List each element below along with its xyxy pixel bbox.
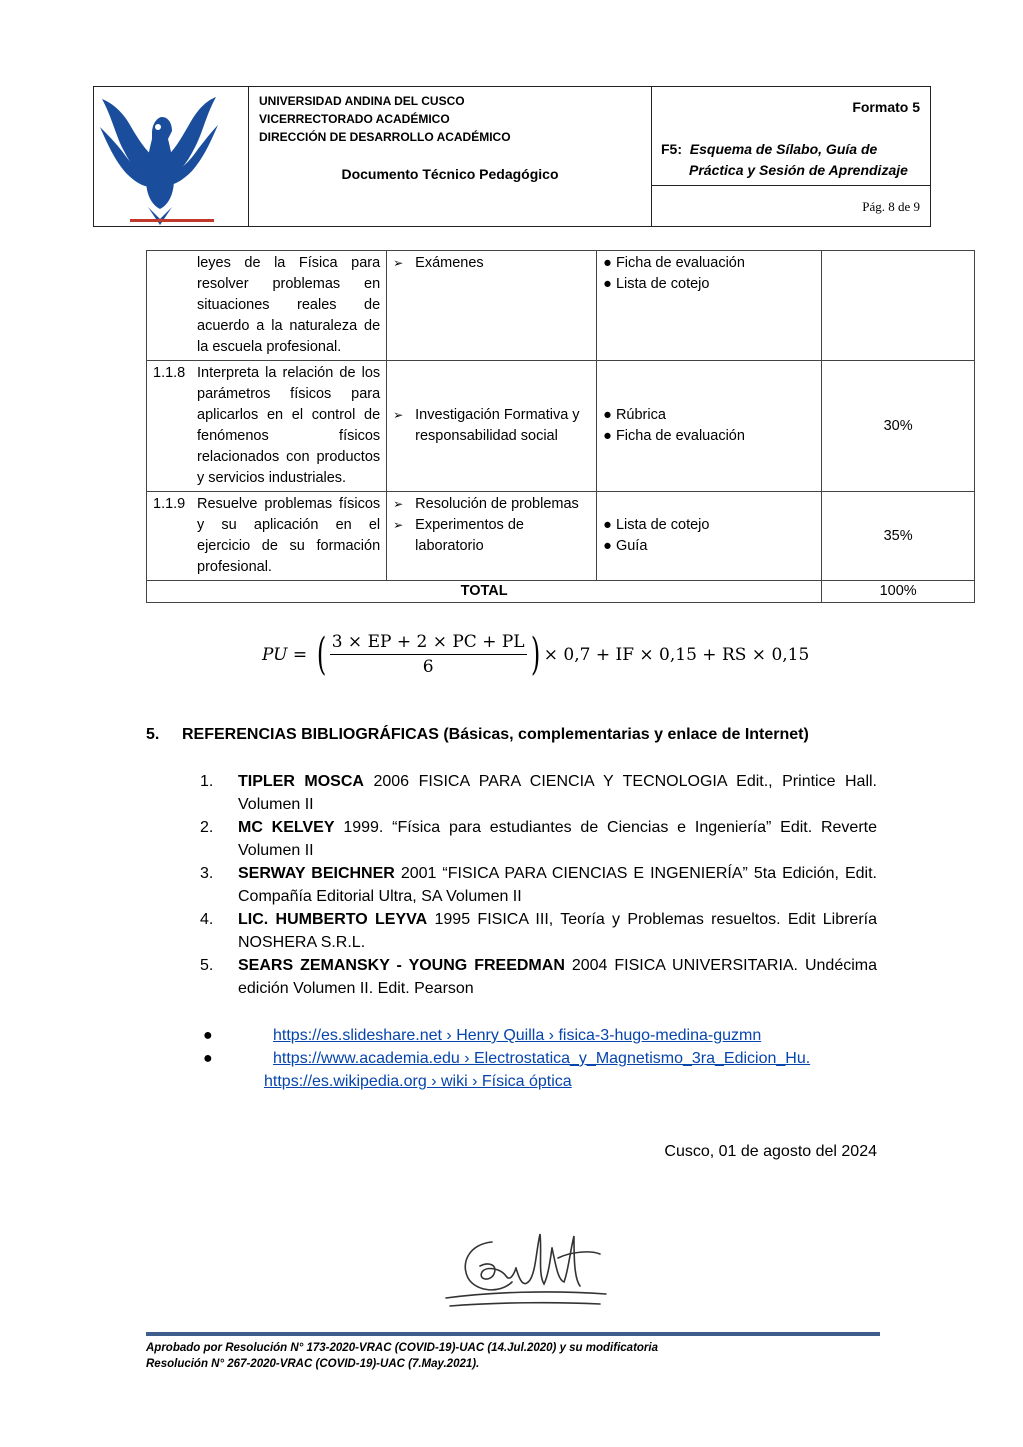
weight-cell [822,251,975,361]
reference-index: 3. [200,865,214,882]
formula-fraction [330,632,527,677]
formula-lhs: PU [262,644,288,665]
evidence-cell [387,492,597,581]
grade-formula: PU = ( $\frac{3 \times EP + 2 \times PC + PL}{6}$ ) × 0,7 + IF × 0,15 + RS × 0,15 [262,628,810,680]
formula-numerator: 3 × EP + 2 × PC + PL [330,632,527,655]
evidence-item: Exámenes [415,255,484,271]
criterion-number: 1.1.9 [153,496,186,512]
reference-item [200,770,877,816]
header-institution-cell [249,87,652,226]
reference-text: 2004 FISICA UNIVERSITARIA. Undécima edición Volumen II. Edit. Pearson [238,957,877,997]
criterion-text: leyes de la Física para resolver problemas en situaciones reales de acuerdo a la naturaleza de la escuela profesional. [197,255,381,355]
section-title [146,726,809,744]
format-description [661,139,908,181]
reference-text: 2006 FISICA PARA CIENCIA Y TECNOLOGIA Edit., Printice Hall. Volumen II [238,773,878,813]
weight-cell: 35% [822,492,975,581]
instrument-item: ● Ficha de evaluación [603,255,745,271]
reference-item [200,908,877,954]
document-type: Documento Técnico Pedagógico [341,166,559,182]
table-row [147,251,975,361]
format-number: Formato 5 [852,99,920,115]
university-name: UNIVERSIDAD ANDINA DEL CUSCO [259,94,465,108]
reference-item [200,816,877,862]
formula-rest: × 0,7 + IF × 0,15 + RS × 0,15 [543,644,810,665]
vice-rectorate: VICERRECTORADO ACADÉMICO [259,112,450,126]
footer-note [146,1340,658,1372]
arrow-bullet-icon: ➢ [393,497,404,511]
reference-author: LIC. HUMBERTO LEYVA [238,911,428,928]
criterion-cell [147,361,387,492]
evidence-cell [387,251,597,361]
reference-item [200,954,877,1000]
evidence-item: Experimentos de laboratorio [415,517,524,554]
criterion-number [153,253,197,358]
bullet-icon: ● [203,1027,213,1044]
reference-index: 4. [200,911,214,928]
reference-index: 2. [200,819,214,836]
university-eagle-logo [94,87,248,226]
reference-text: 1999. “Física para estudiantes de Ciencias e Ingeniería” Edit. Reverte Volumen II [238,819,878,859]
logo-cell [94,87,249,226]
instrument-item: ● Lista de cotejo [603,276,710,292]
evidence-item: Investigación Formativa y responsabilidad social [415,407,580,444]
reference-author: TIPLER MOSCA [238,773,364,790]
format-title-line2: Práctica y Sesión de Aprendizaje [689,162,908,178]
arrow-bullet-icon: ➢ [393,518,404,532]
instrument-cell [597,361,822,492]
left-paren: ( [316,628,326,680]
format-title-line1: Esquema de Sílabo, Guía de [689,141,878,157]
reference-list [200,770,877,1000]
formula-denominator: 6 [422,657,434,677]
instrument-item: ● Lista de cotejo [603,517,710,533]
instrument-item: ● Rúbrica [603,407,666,423]
table-row [147,361,975,492]
instrument-cell [597,251,822,361]
arrow-bullet-icon: ➢ [393,256,404,270]
total-row [147,581,975,603]
format-info [652,87,930,186]
criterion-text: Interpreta la relación de los parámetros físicos para aplicarlos en el control de fenómenos físicos relacionados con productos y servicios industriales. [197,365,381,486]
footer-line-2: Resolución N° 267-2020-VRAC (COVID-19)-UAC (7.May.2021). [146,1358,480,1370]
reference-text: 1995 FISICA III, Teoría y Problemas resueltos. Edit Librería NOSHERA S.R.L. [238,911,878,951]
instrument-item: ● Guía [603,538,648,554]
web-links [200,1024,810,1093]
header-format-cell [652,87,930,226]
reference-author: SEARS ZEMANSKY - YOUNG FREEDMAN [238,957,565,974]
institution-names [259,92,511,146]
handwritten-signature [440,1222,610,1317]
web-link[interactable]: https://es.slideshare.net › Henry Quilla › fisica-3-hugo-medina-guzmn [273,1027,762,1044]
evidence-item: Resolución de problemas [415,496,579,512]
evidence-cell [387,361,597,492]
criterion-text: Resuelve problemas físicos y su aplicación en el ejercicio de su formación profesional. [197,496,381,575]
section-number: 5. [146,726,160,743]
total-value: 100% [822,581,975,603]
reference-index: 1. [200,773,214,790]
reference-author: MC KELVEY [238,819,335,836]
place-date: Cusco, 01 de agosto del 2024 [664,1143,877,1160]
footer-line-1: Aprobado por Resolución N° 173-2020-VRAC (COVID-19)-UAC (14.Jul.2020) y su modificatoria [146,1342,658,1354]
table-row [147,492,975,581]
footer-divider [146,1332,880,1336]
instrument-item: ● Ficha de evaluación [603,428,745,444]
format-code: F5: [661,141,682,157]
criterion-cell [147,251,387,361]
arrow-bullet-icon: ➢ [393,408,404,422]
document-header [93,86,931,227]
criterion-cell [147,492,387,581]
reference-index: 5. [200,957,214,974]
academic-direction: DIRECCIÓN DE DESARROLLO ACADÉMICO [259,130,511,144]
total-label: TOTAL [147,581,822,603]
bullet-icon: ● [203,1050,213,1067]
reference-item [200,862,877,908]
section-heading: REFERENCIAS BIBLIOGRÁFICAS (Básicas, complementarias y enlace de Internet) [182,726,809,743]
evaluation-table [146,250,975,603]
web-link[interactable]: https://www.academia.edu › Electrostatica_y_Magnetismo_3ra_Edicion_Hu. [273,1050,811,1067]
page-number: Pág. 8 de 9 [862,199,920,214]
instrument-cell [597,492,822,581]
reference-author: SERWAY BEICHNER [238,865,395,882]
weight-cell: 30% [822,361,975,492]
reference-text: 2001 “FISICA PARA CIENCIAS E INGENIERÍA” 5ta Edición, Edit. Compañía Editorial Ultra, SA Volumen II [238,865,877,905]
web-link[interactable]: https://es.wikipedia.org › wiki › Física óptica [264,1073,572,1090]
right-paren: ) [530,628,540,680]
criterion-number: 1.1.8 [153,365,186,381]
